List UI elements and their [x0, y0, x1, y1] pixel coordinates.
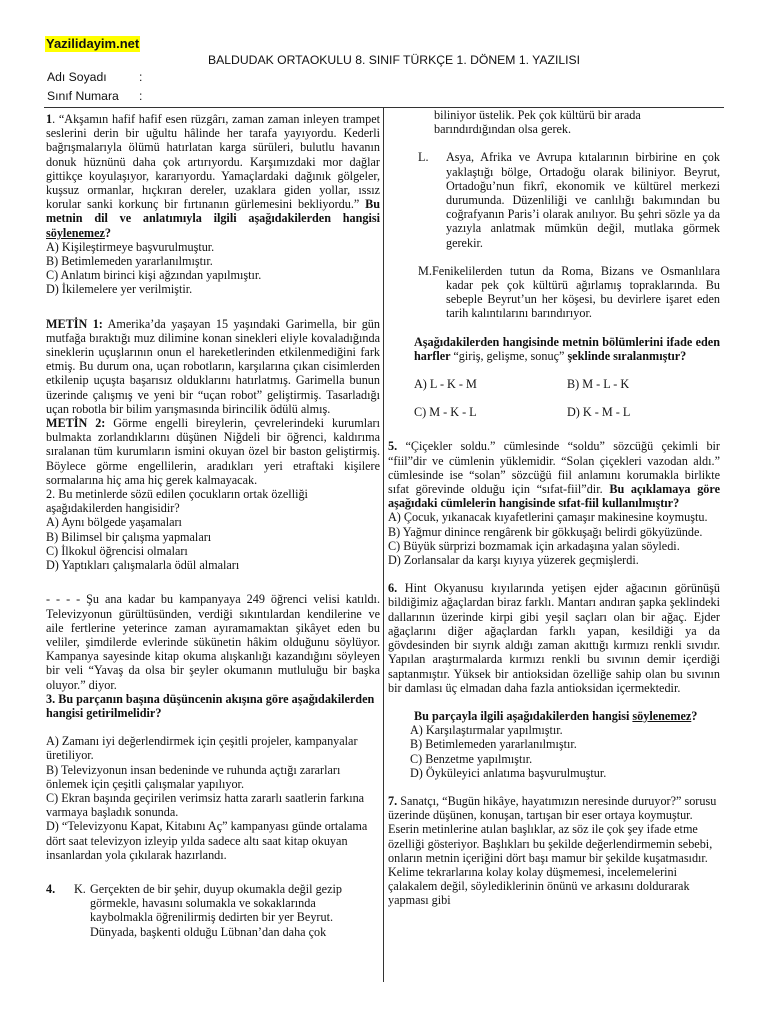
question-4 — [46, 882, 380, 896]
question-text: Sanatçı, “Bugün hikâye, hayatımızın neresinde duruyor?” sorusu üzerinde düşünen, konuşan, tartışan bir eser ortaya koymuştur. Eserin metinlerine atılan başlıklar, az söz ile çok şey ifade etme özelliği gösteriyor. Başlıkları bu şekilde değerlendirmemin sebebi, onların metnin içeriğini dört başı mamur bir şekilde kuşatmasıdır. Kelime tekrarlarına kolay kolay düşmemesi, incelemelerini çalakalem değil, söylediklerinin önünü ve arkasını doldurarak yapması gibi — [388, 793, 717, 908]
option-a[interactable]: A) Çocuk, yıkanacak kıyafetlerini çamaşır makinesine koymuştu. — [388, 510, 708, 525]
left-column — [46, 112, 380, 939]
paragraph-key: M. — [418, 263, 432, 278]
question-6 — [388, 581, 720, 695]
question-text: Hint Okyanusu kıyılarında yetişen ejder ağacının görünüşü bildiğimiz ağaçlardan biraz farklı. Mantarı andıran şapka şeklindeki dallarının üzerinde kirpi gibi yeşil saçları olan bir ağaç. Ejder ağaçlarını diğer ağaçlardan farklı yapan, kesildiği ya da gövdesinden bir sıyrık aldığı zaman akıttığı kırmızı renkli sıvıdır. Yapılan araştırmalarda kırmızı renkli bu sıvının demir içerdiği saptanmıştır. Yüksek bir antioksidan özelliğe sahip olan bu sıvının bir damlası üç elmadan daha fazla antioksidan içermektedir. — [388, 581, 720, 695]
paragraph-k: görmekle, havasını solumakla ve sokaklarında kaybolmakla öğrenilirmiş dedirten bir yer Beyrut. Dünyada, başkenti olduğu Lübnan’dan daha çok — [90, 896, 334, 939]
option-a[interactable]: A) Zamanı iyi değerlendirmek için çeşitli projeler, kampanyalar üretiliyor. — [46, 734, 358, 763]
question-2-prompt: 2. Bu metinlerde sözü edilen çocukların ortak özelliği aşağıdakilerden hangisidir? — [46, 487, 308, 516]
option-d[interactable]: D) Yaptıkları çalışmalarla ödül almaları — [46, 558, 240, 573]
prompt-end: ? — [104, 225, 111, 240]
question-3-text: - - - - Şu ana kadar bu kampanyaya 249 öğrenci velisi katıldı. Televizyonun gürültüsünden, verdiği sıkıntılardan kendilerine ve aile fertlerine yeterince zaman ayıramamaktan şikâyet eden bu veliler, şimdilerde evlerinde sükünetin hâkim olduğunu söylüyor. Kampanya sayesinde kitap okuma alışkanlığı kazandığını söyleyen bir veli “Yavaş da olsa bir şeyler okumanın mutluluğu bir başka oluyor.” diyor. — [46, 592, 380, 692]
prompt-quote: “giriş, gelişme, sonuç” — [453, 348, 565, 363]
emphasis: söylenemez — [46, 225, 105, 240]
question-number: 5. — [388, 439, 398, 454]
option-b[interactable]: B) Bilimsel bir çalışma yapmaları — [46, 529, 212, 544]
option-d[interactable]: D) İkilemelere yer verilmiştir. — [46, 282, 193, 297]
option-c[interactable]: C) Ekran başında geçirilen verimsiz hatta zararlı saatlerin farkına varmaya başladık sonunda. — [46, 790, 365, 820]
paragraph-k-first-line: Gerçekten de bir şehir, duyup okumakla değil gezip — [90, 881, 342, 896]
paragraph-key: L. — [418, 150, 429, 165]
option-c[interactable]: C) M - K - L — [414, 405, 477, 420]
option-a[interactable]: A) Aynı bölgede yaşamaları — [46, 515, 182, 530]
question-prompt: Bu metnin dil ve anlatımıyla ilgili aşağıdakilerden hangisi — [46, 197, 381, 226]
paragraph-key: K. — [74, 881, 86, 896]
right-column — [388, 108, 720, 908]
question-number: 4. — [46, 881, 56, 896]
class-colon: : — [139, 89, 143, 103]
prompt-end: ? — [691, 708, 698, 723]
name-label: Adı Soyadı — [47, 70, 107, 84]
option-a[interactable]: A) Kişileştirmeye başvurulmuştur. — [46, 239, 215, 254]
paragraph-l — [388, 150, 720, 249]
question-text: “Çiçekler soldu.” cümlesinde “soldu” sözcüğü çekimli bir “fiil”dir ve cümlenin yüklemidir. “Solan çiçekleri vazodan aldı.” cümlesinde ise “solan” sözcüğü fiil anlamını korumakla birlikte sıfat görevinde olduğu için “sıfat-fiil”dir. — [388, 439, 720, 497]
question-number: 1 — [46, 112, 53, 126]
option-a[interactable]: A) Karşılaştırmalar yapılmıştır. — [410, 723, 563, 738]
option-a[interactable]: A) L - K - M — [414, 377, 477, 392]
question-number: 7. — [388, 793, 398, 808]
option-c[interactable]: C) Benzetme yapılmıştır. — [410, 751, 533, 766]
option-b[interactable]: B) M - L - K — [567, 377, 630, 392]
paragraph-m — [388, 264, 720, 321]
name-colon: : — [139, 70, 143, 84]
option-b[interactable]: B) Betimlemeden yararlanılmıştır. — [410, 737, 577, 752]
question-text: . “Akşamın hafif hafif esen rüzgârı, zaman zaman inleyen trampet seslerini derin bir uğultu hâlinde her tarafa yayıyordu. Kederli bağrışmalarıyla ölümü hatırlatan karga sürüleri, bulutlu havanın donuk hüznünü daha çok artırıyordu. Karşımızdaki mor dağlar gittikçe koyulaşıyor, kararıyordu. Yamaçlardaki dağınık gölgeler, kuşsuz ormanlar, hıçkıran dereler, uzaklara giden yollar, ıssız korular sanki korkunç bir fırtınanın gürlemesini bekliyordu.” — [46, 112, 380, 212]
question-number: 6. — [388, 581, 398, 596]
paragraph-text: Fenikelilerden tutun da Roma, Bizans ve Osmanlılara kadar pek çok kültürü ağırlamış topraklarında. Bu sebeple Beyrut’un her köşesi, bu devirlere işaret eden tarih kalıntılarını barındırıyor. — [432, 263, 720, 321]
option-b[interactable]: B) Yağmur dinince rengârenk bir gökkuşağı belirdi gökyüzünde. — [388, 524, 703, 539]
prompt-part: Bu parçayla ilgili aşağıdakilerden hangisi — [414, 708, 633, 723]
option-b[interactable]: B) Betimlemeden yararlanılmıştır. — [46, 254, 213, 269]
question-1 — [46, 112, 380, 240]
text-body: Görme engelli bireylerin, çevrelerindeki kurumları bulmakta zorlandıklarını düşünen Niğdeli bir öğrenci, kaldırıma sıralanan tüm kurumların ismini okuyan özel bir baston geliştirmiş. Böylece görme engellilerin, aradıkları yeri etraftaki kişilere sormalarına hiç ama hiç gerek kalmayacak. — [46, 416, 380, 487]
options-row — [388, 377, 720, 391]
option-c[interactable]: C) İlkokul öğrencisi olmaları — [46, 543, 188, 558]
class-label: Sınıf Numara — [47, 89, 119, 103]
question-5 — [388, 439, 720, 510]
question-6-prompt — [388, 709, 720, 723]
question-prompt: Bu açıklamaya göre aşağıdaki cümlelerin hangisinde sıfat-fiil kullanılmıştır? — [388, 482, 720, 511]
prompt-part: şeklinde sıralanmıştır? — [564, 348, 687, 363]
exam-title: BALDUDAK ORTAOKULU 8. SINIF TÜRKÇE 1. DÖNEM 1. YAZILISI — [208, 53, 581, 67]
prompt-part: Aşağıdakilerden hangisinde metnin bölümlerini ifade eden harfler — [414, 334, 720, 363]
text-body: Amerika’da yaşayan 15 yaşındaki Garimella, bir gün mutfağa bıraktığı muz dilimine konan sinekleri eliyle kovaladığında sineklerin uçuşlarının onun el hareketlerinden etkilenmediğini fark etmiş. Bu durum ona, uçan robotların, karşılarına çıkan cisimlerden etkilenip uçuşta başarısız olduklarını hatırlatmış. Garimella bunun üzerinde çalışmış ve yeni bir “uçan robot” geliştirmiş. Tasarladığı uçan robotla bir bilim yarışmasında birincilik ödülü almış. — [46, 316, 380, 416]
question-4-prompt — [388, 335, 720, 363]
option-c[interactable]: C) Büyük sürprizi bozmamak için arkadaşına yalan söyledi. — [388, 538, 680, 553]
question-7 — [388, 794, 720, 908]
column-divider — [383, 108, 384, 982]
option-d[interactable]: D) K - M - L — [567, 405, 631, 420]
options-row — [388, 405, 720, 419]
emphasis: söylenemez — [632, 708, 692, 723]
paragraph-k-continued: biliniyor üstelik. Pek çok kültürü bir arada barındırdığından olsa gerek. — [434, 108, 641, 137]
site-name: Yazilidayim.net — [46, 36, 140, 51]
text-2 — [46, 416, 380, 487]
option-d[interactable]: D) “Televizyonu Kapat, Kitabını Aç” kampanyası günde ortalama dört saat televizyon izleyip yılda sadece altı saat kitap okuyan insanlardan yola çıkılarak hazırlandı. — [46, 819, 368, 862]
option-c[interactable]: C) Anlatım birinci kişi ağzından yapılmıştır. — [46, 268, 262, 283]
question-3-prompt: 3. Bu parçanın başına düşüncenin akışına göre aşağıdakilerden hangisi getirilmelidir? — [46, 691, 375, 720]
text-1 — [46, 317, 380, 416]
option-d[interactable]: D) Öyküleyici anlatıma başvurulmuştur. — [410, 765, 607, 780]
paragraph-text: Asya, Afrika ve Avrupa kıtalarının birbirine en çok yaklaştığı bölge, Ortadoğu olarak biliniyor. Beyrut, Ortadoğu’nun fikrî, ekonomik ve kültürel merkezi durumunda. Düzenliliği ve canlılığı bakımından bu coğrafyanın Paris’i olarak anılıyor. Bu şehri sözle ya da yazıyla anlatmak mümkün değil, mutlaka görmek gerekir. — [446, 150, 720, 250]
option-b[interactable]: B) Televizyonun insan bedeninde ve ruhunda açtığı zararları önlemek için çeşitli çalışmalar yapılıyor. — [46, 762, 341, 791]
text-label: METİN 2: — [46, 416, 106, 431]
text-label: METİN 1: — [46, 316, 103, 331]
option-d[interactable]: D) Zorlansalar da karşı kıyıya yüzerek geçmişlerdi. — [388, 553, 639, 568]
